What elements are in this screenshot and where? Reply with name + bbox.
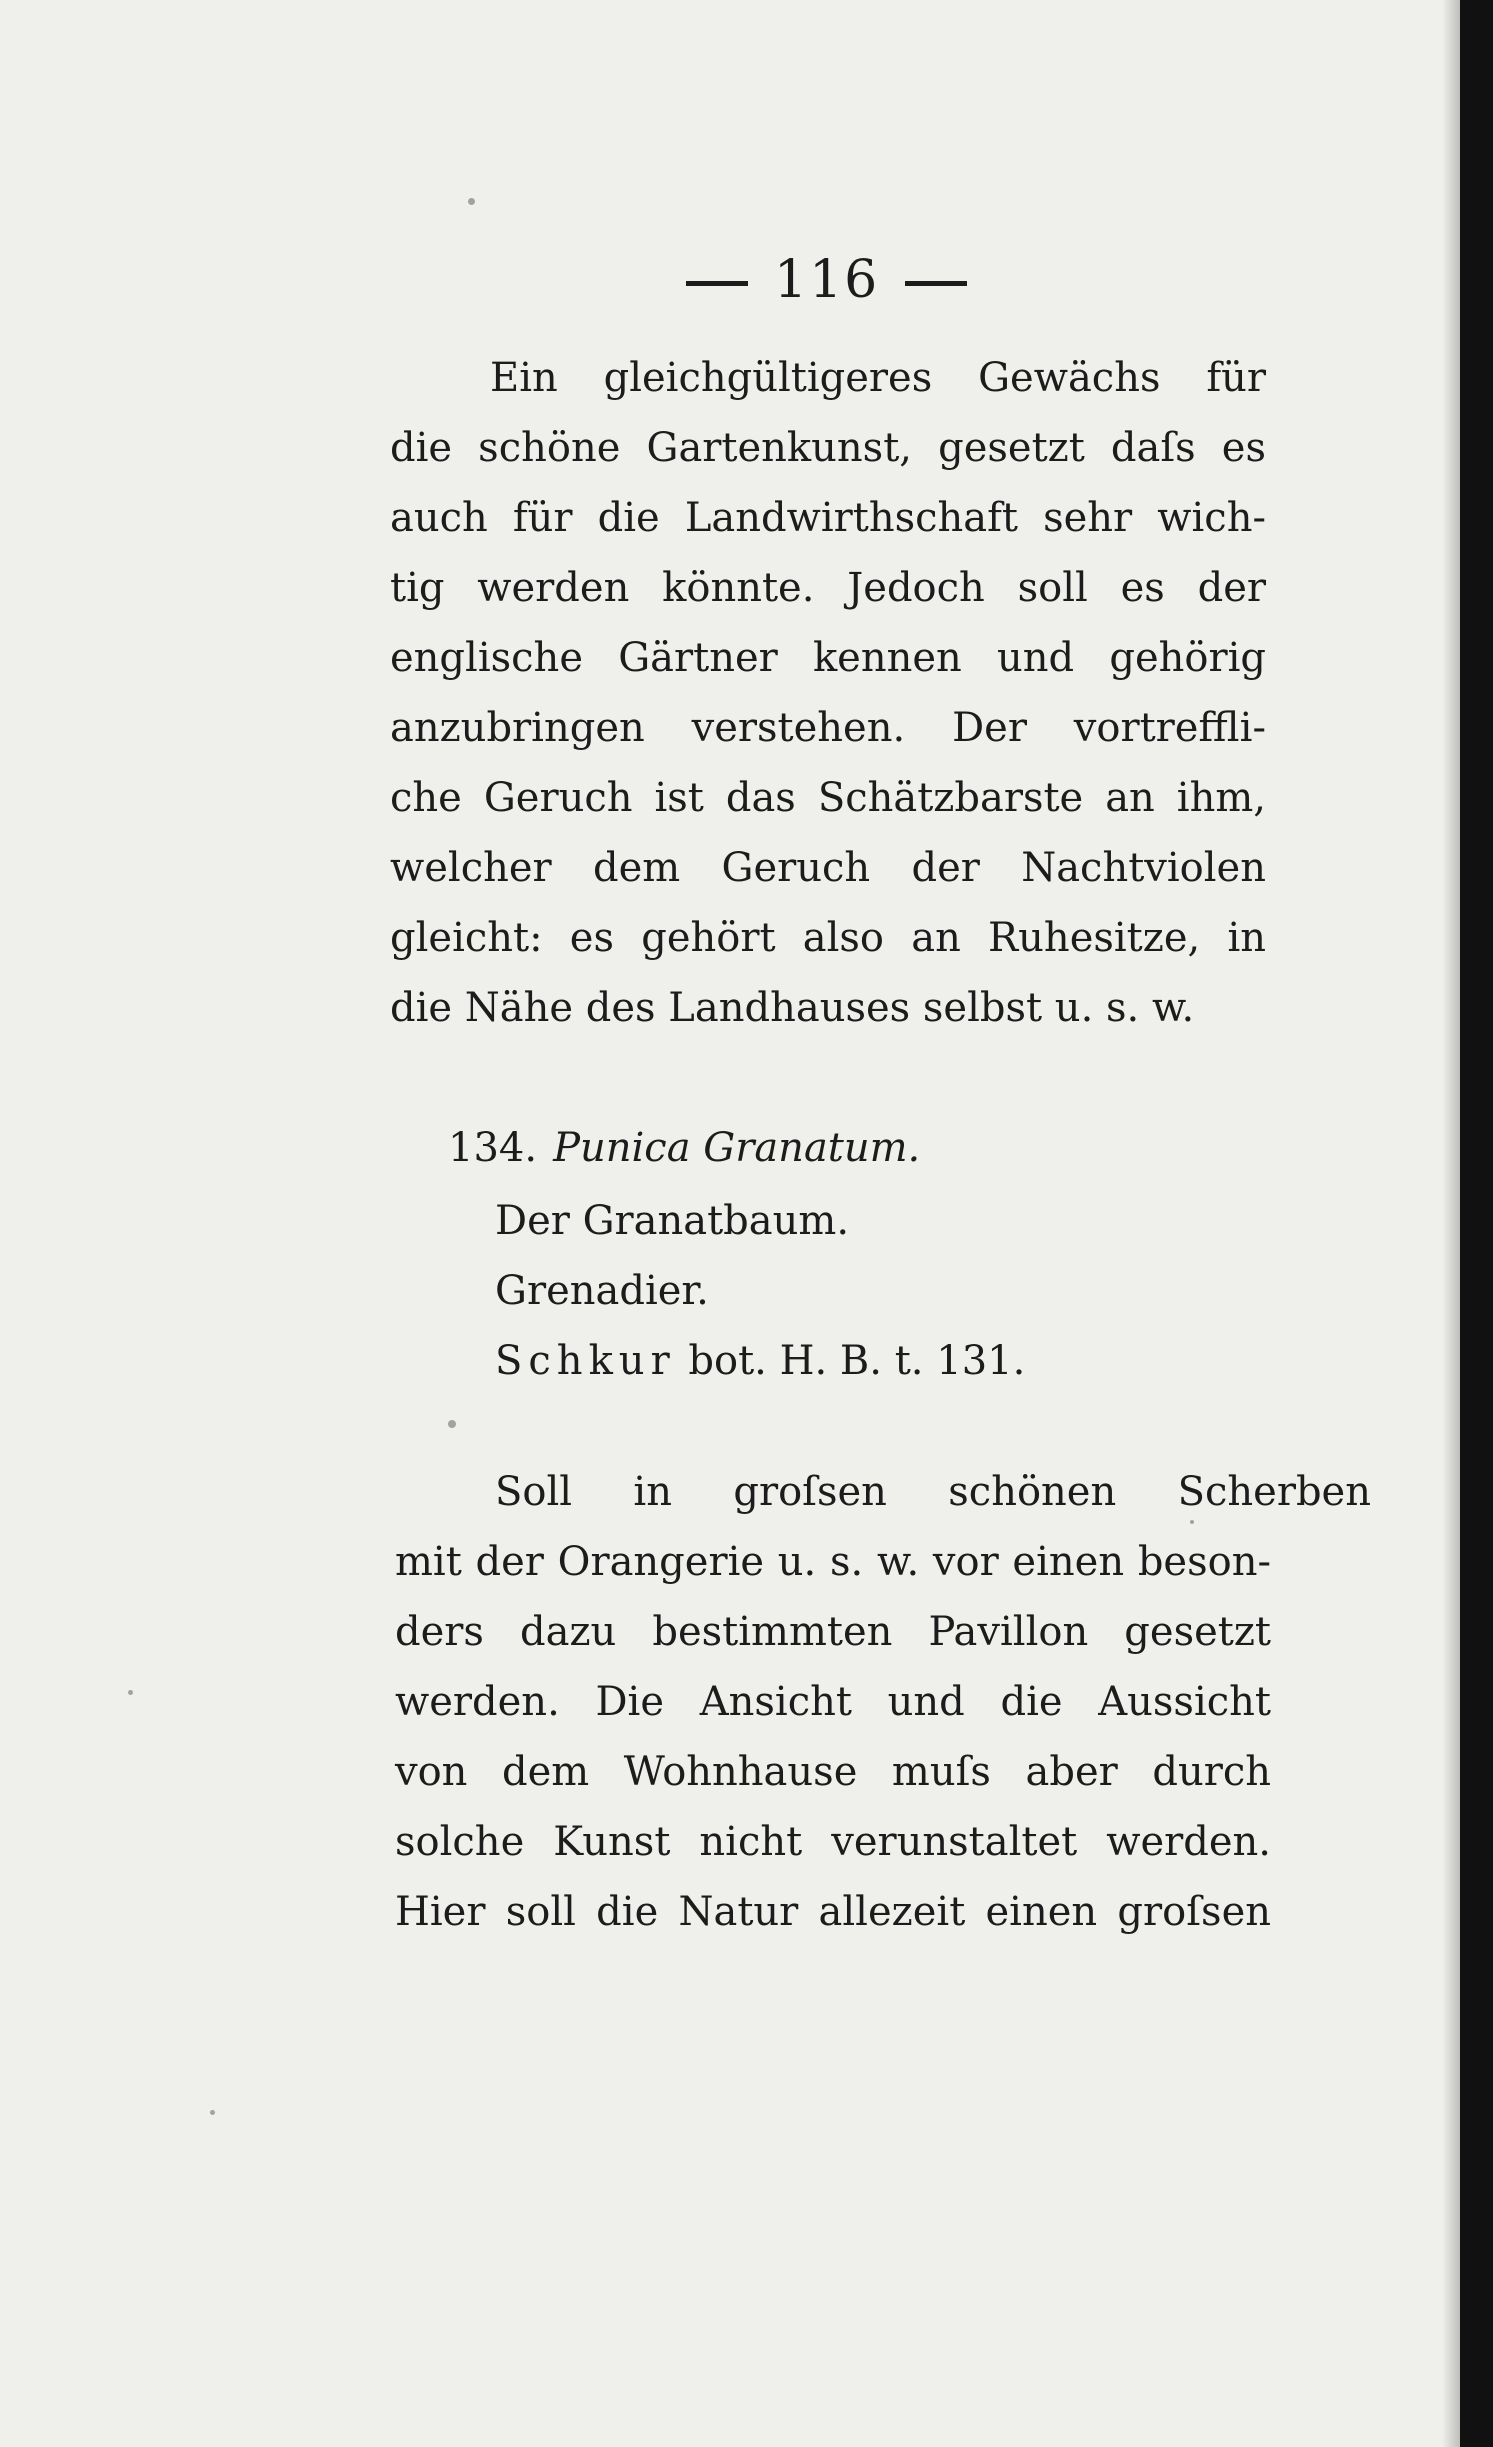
latin-name: Punica Granatum. [553, 1125, 921, 1171]
page-header [660, 250, 993, 310]
text-line: tig werden könnte. Jedoch soll es der [390, 565, 1266, 611]
french-name: Grenadier. [495, 1268, 709, 1314]
page-edge-shadow [1442, 0, 1460, 2447]
text-line: die Nähe des Landhauses selbst u. s. w. [390, 985, 1195, 1031]
reference-author: Schkur [495, 1338, 676, 1384]
text-line: die schöne Gartenkunst, gesetzt daſs es [390, 425, 1266, 471]
reference [495, 1338, 1025, 1384]
text-line: anzubringen verstehen. Der vortreffli- [390, 705, 1266, 751]
text-line: mit der Orangerie u. s. w. vor einen beson- [395, 1539, 1271, 1585]
text-line: gleicht: es gehört also an Ruhesitze, in [390, 915, 1266, 961]
text-line: werden. Die Ansicht und die Aussicht [395, 1679, 1271, 1725]
scan-border [1460, 0, 1493, 2447]
entry-number: 134. [448, 1125, 538, 1171]
text-line: che Geruch ist das Schätzbarste an ihm, [390, 775, 1266, 821]
paper-speck [210, 2110, 215, 2115]
text-line: auch für die Landwirthschaft sehr wich- [390, 495, 1266, 541]
header-dash-left [686, 281, 748, 286]
text-line: Soll in groſsen schönen Scherben [495, 1469, 1371, 1515]
paper-speck [448, 1420, 456, 1428]
text-line: ders dazu bestimmten Pavillon gesetzt [395, 1609, 1271, 1655]
text-line: solche Kunst nicht verunstaltet werden. [395, 1819, 1271, 1865]
text-line: Ein gleichgültigeres Gewächs für [490, 355, 1266, 401]
paper-speck [128, 1690, 133, 1695]
reference-details: bot. H. B. t. 131. [688, 1338, 1026, 1384]
text-line: Hier soll die Natur allezeit einen groſsen [395, 1889, 1271, 1935]
paper-speck [468, 198, 475, 205]
entry-heading [448, 1125, 920, 1171]
header-dash-right [905, 281, 967, 286]
text-line: welcher dem Geruch der Nachtviolen [390, 845, 1266, 891]
text-line: englische Gärtner kennen und gehörig [390, 635, 1266, 681]
page-number: 116 [774, 250, 880, 310]
text-line: von dem Wohnhause muſs aber durch [395, 1749, 1271, 1795]
german-name: Der Granatbaum. [495, 1198, 850, 1244]
